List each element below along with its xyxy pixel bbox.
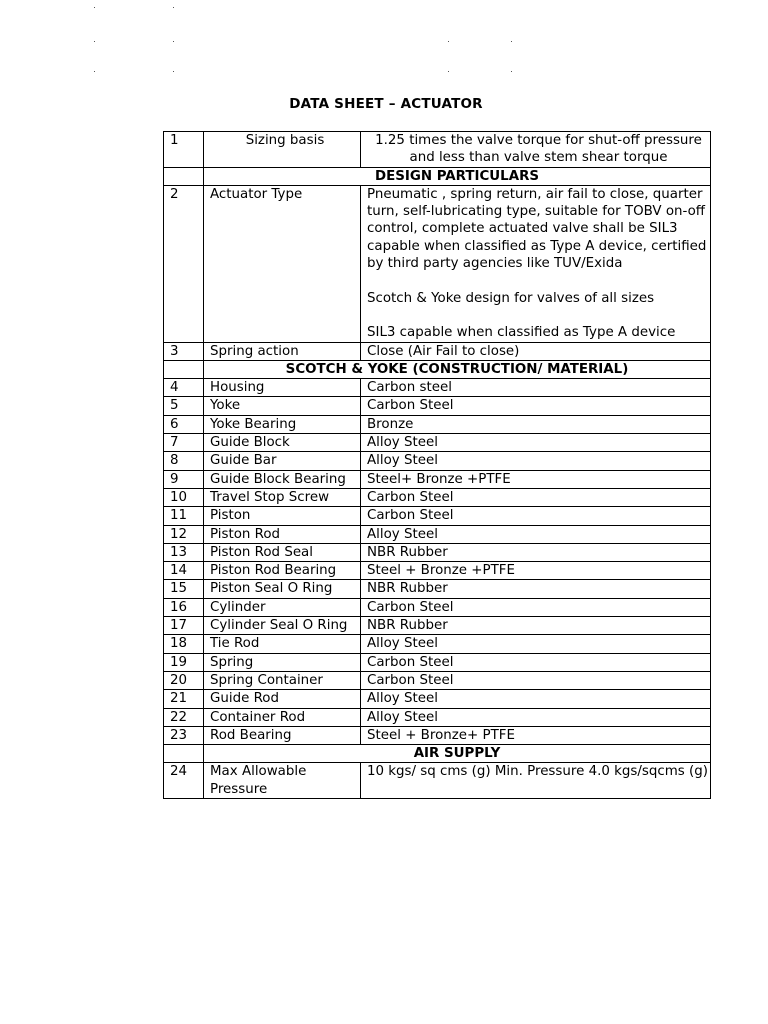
item-value: [361, 598, 711, 616]
item-number: 10: [164, 488, 204, 506]
margin-dot: [511, 71, 512, 72]
item-name: Spring: [204, 653, 361, 671]
section-header-row: [164, 167, 711, 185]
table-row: [164, 635, 711, 653]
item-number: 17: [164, 617, 204, 635]
section-number-cell: [164, 745, 204, 763]
item-value: [361, 185, 711, 342]
item-value: [361, 434, 711, 452]
data-sheet-body: [164, 132, 711, 799]
table-row: [164, 434, 711, 452]
margin-dot: [511, 41, 512, 42]
item-value: [361, 132, 711, 168]
item-value-paragraph: Carbon Steel: [367, 654, 454, 670]
item-value: [361, 342, 711, 360]
data-sheet-table: [163, 131, 711, 799]
item-name: Cylinder Seal O Ring: [204, 617, 361, 635]
paragraph-gap: [367, 307, 710, 324]
table-row: [164, 708, 711, 726]
item-value-paragraph: Close (Air Fail to close): [367, 343, 520, 359]
item-value: [361, 452, 711, 470]
item-value: [361, 525, 711, 543]
item-number: 19: [164, 653, 204, 671]
item-value-paragraph: 10 kgs/ sq cms (g) Min. Pressure 4.0 kgs/sqcms (g): [367, 764, 708, 780]
item-value-paragraph: Carbon steel: [367, 380, 452, 396]
item-value-paragraph: NBR Rubber: [367, 618, 448, 634]
table-row: [164, 598, 711, 616]
item-value-paragraph: Alloy Steel: [367, 691, 438, 707]
item-number: 13: [164, 543, 204, 561]
item-name: Piston Rod Seal: [204, 543, 361, 561]
item-value-paragraph: NBR Rubber: [367, 544, 448, 560]
margin-dot: [448, 71, 449, 72]
item-name: Piston Rod Bearing: [204, 562, 361, 580]
item-value: [361, 488, 711, 506]
table-row: [164, 580, 711, 598]
table-row: [164, 452, 711, 470]
table-row: [164, 690, 711, 708]
item-value-paragraph: Pneumatic , spring return, air fail to close, quarter turn, self-lubricating type, suitable for TOBV on-off control, complete actuated valve shall be SIL3 capable when classified as Type A device, certified by third party agencies like TUV/Exida: [367, 186, 707, 272]
item-value: [361, 671, 711, 689]
item-value-paragraph: Carbon Steel: [367, 489, 454, 505]
item-value: [361, 763, 711, 799]
margin-dot: [94, 71, 95, 72]
section-header: DESIGN PARTICULARS: [204, 167, 711, 185]
table-row: [164, 379, 711, 397]
table-row: [164, 525, 711, 543]
item-value: [361, 726, 711, 744]
item-value-paragraph: 1.25 times the valve torque for shut-off pressure and less than valve stem shear torque: [375, 133, 702, 166]
item-value-paragraph: Steel+ Bronze +PTFE: [367, 471, 511, 487]
section-header-row: [164, 360, 711, 378]
item-value: [361, 708, 711, 726]
margin-dot: [173, 41, 174, 42]
item-name: Rod Bearing: [204, 726, 361, 744]
item-value: [361, 653, 711, 671]
item-number: 7: [164, 434, 204, 452]
item-value: [361, 690, 711, 708]
item-number: 2: [164, 185, 204, 342]
section-header-row: [164, 745, 711, 763]
table-row: [164, 488, 711, 506]
item-name: Piston Rod: [204, 525, 361, 543]
item-value-paragraph: Carbon Steel: [367, 508, 454, 524]
item-name: Max Allowable Pressure: [204, 763, 361, 799]
item-value: [361, 397, 711, 415]
section-number-cell: [164, 360, 204, 378]
item-name: Tie Rod: [204, 635, 361, 653]
item-name: Actuator Type: [204, 185, 361, 342]
paragraph-gap: [367, 272, 710, 289]
item-value: [361, 543, 711, 561]
item-name: Sizing basis: [204, 132, 361, 168]
margin-dot: [94, 7, 95, 8]
item-value-paragraph: Carbon Steel: [367, 599, 454, 615]
item-value-paragraph: Alloy Steel: [367, 709, 438, 725]
item-value: [361, 580, 711, 598]
item-value-paragraph: Carbon Steel: [367, 398, 454, 414]
item-name: Spring Container: [204, 671, 361, 689]
table-row: [164, 185, 711, 342]
item-name: Piston: [204, 507, 361, 525]
table-row: [164, 397, 711, 415]
item-number: 22: [164, 708, 204, 726]
item-name: Guide Block: [204, 434, 361, 452]
item-number: 21: [164, 690, 204, 708]
item-value-paragraph: Alloy Steel: [367, 636, 438, 652]
item-value: [361, 635, 711, 653]
table-row: [164, 342, 711, 360]
item-name: Travel Stop Screw: [204, 488, 361, 506]
item-value-paragraph: Steel + Bronze+ PTFE: [367, 727, 515, 743]
item-name: Guide Block Bearing: [204, 470, 361, 488]
item-value-paragraph: Steel + Bronze +PTFE: [367, 563, 515, 579]
section-number-cell: [164, 167, 204, 185]
margin-dot: [173, 71, 174, 72]
item-value-paragraph: Alloy Steel: [367, 453, 438, 469]
item-name: Piston Seal O Ring: [204, 580, 361, 598]
table-row: [164, 507, 711, 525]
item-number: 14: [164, 562, 204, 580]
item-name: Yoke Bearing: [204, 415, 361, 433]
table-row: [164, 617, 711, 635]
item-value: [361, 617, 711, 635]
item-value-paragraph: Alloy Steel: [367, 435, 438, 451]
item-name: Spring action: [204, 342, 361, 360]
item-value: [361, 379, 711, 397]
item-value: [361, 470, 711, 488]
item-number: 3: [164, 342, 204, 360]
table-row: [164, 562, 711, 580]
margin-dot: [448, 41, 449, 42]
item-value: [361, 415, 711, 433]
item-value-paragraph: Bronze: [367, 416, 414, 432]
item-name: Container Rod: [204, 708, 361, 726]
item-number: 15: [164, 580, 204, 598]
table-row: [164, 653, 711, 671]
item-value-paragraph: Alloy Steel: [367, 526, 438, 542]
table-row: [164, 543, 711, 561]
item-number: 23: [164, 726, 204, 744]
item-number: 9: [164, 470, 204, 488]
page-title: DATA SHEET – ACTUATOR: [289, 96, 483, 112]
item-name: Guide Rod: [204, 690, 361, 708]
table-row: [164, 671, 711, 689]
item-number: 5: [164, 397, 204, 415]
item-name: Cylinder: [204, 598, 361, 616]
item-value: [361, 507, 711, 525]
table-row: [164, 470, 711, 488]
margin-dot: [173, 7, 174, 8]
item-number: 24: [164, 763, 204, 799]
item-number: 11: [164, 507, 204, 525]
item-number: 16: [164, 598, 204, 616]
item-number: 20: [164, 671, 204, 689]
item-value-paragraph: Carbon Steel: [367, 672, 454, 688]
margin-dot: [94, 41, 95, 42]
table-row: [164, 763, 711, 799]
item-name: Yoke: [204, 397, 361, 415]
item-number: 1: [164, 132, 204, 168]
table-row: [164, 415, 711, 433]
item-name: Guide Bar: [204, 452, 361, 470]
item-number: 8: [164, 452, 204, 470]
item-value-paragraph: Scotch & Yoke design for valves of all sizes: [367, 290, 655, 306]
item-value-paragraph: SIL3 capable when classified as Type A device: [367, 325, 676, 341]
item-number: 4: [164, 379, 204, 397]
table-row: [164, 132, 711, 168]
item-value-paragraph: NBR Rubber: [367, 581, 448, 597]
item-value: [361, 562, 711, 580]
table-row: [164, 726, 711, 744]
section-header: SCOTCH & YOKE (CONSTRUCTION/ MATERIAL): [204, 360, 711, 378]
item-name: Housing: [204, 379, 361, 397]
item-number: 6: [164, 415, 204, 433]
item-number: 18: [164, 635, 204, 653]
item-number: 12: [164, 525, 204, 543]
section-header: AIR SUPPLY: [204, 745, 711, 763]
